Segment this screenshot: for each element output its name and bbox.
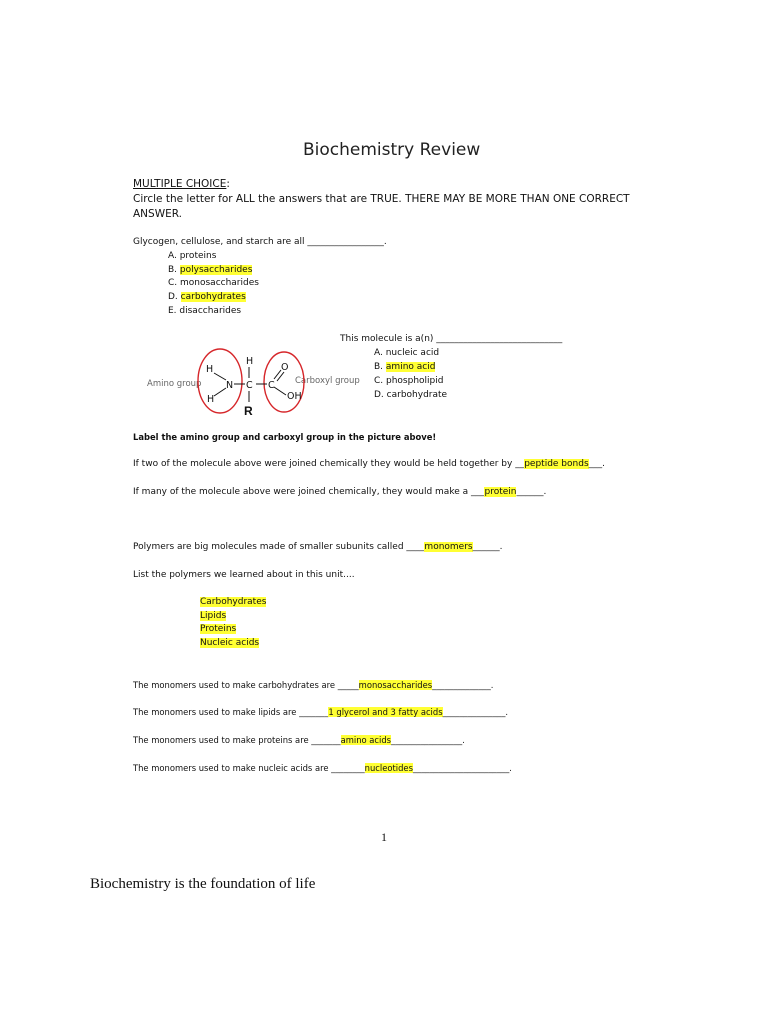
mono-1-answer: monosaccharides (358, 680, 433, 690)
atom-r: R (244, 404, 253, 418)
amino-acid-diagram (140, 346, 380, 426)
question-5 (133, 542, 502, 552)
mono-4-tail: _______________________. (412, 763, 512, 773)
mono-1-text: The monomers used to make carbohydrates are _____ (133, 680, 359, 690)
page-title: Biochemistry Review (303, 140, 481, 160)
option-d-answer: carbohydrates (180, 292, 246, 302)
option-b-letter: B. (168, 265, 180, 275)
question-2-stem: This molecule is a(n) ____________________________ (340, 334, 563, 344)
page-number: 1 (381, 830, 387, 844)
question-2-option-d: D. carbohydrate (374, 390, 448, 400)
mono-2-answer: 1 glycerol and 3 fatty acids (328, 707, 443, 717)
atom-h-left-top: H (206, 364, 214, 375)
carboxyl-group-label: Carboxyl group (295, 376, 360, 386)
q5-text: Polymers are big molecules made of smaller subunits called ____ (133, 542, 425, 552)
atom-n: N (226, 380, 234, 391)
monomer-question-proteins (133, 735, 465, 745)
option-d-letter: D. (168, 292, 181, 302)
mono-2-tail: _______________. (442, 707, 509, 717)
question-2-option-a: A. nucleic acid (374, 348, 440, 358)
atom-oh: OH (287, 391, 302, 402)
question-3 (133, 459, 605, 469)
polymer-list-item (200, 638, 259, 648)
mono-2-text: The monomers used to make lipids are _______ (133, 707, 329, 717)
mc-heading (133, 178, 230, 190)
amino-group-label: Amino group (147, 379, 202, 389)
q2-option-b-answer: amino acid (385, 362, 436, 372)
monomer-question-nucleic-acids (133, 763, 512, 773)
document-caption: Biochemistry is the foundation of life (90, 876, 316, 892)
polymer-list-item (200, 624, 236, 634)
q3-answer: peptide bonds (524, 459, 589, 469)
q5-answer: monomers (424, 542, 473, 552)
label-instruction: Label the amino group and carboxyl group in the picture above! (133, 432, 437, 442)
mono-3-tail: _________________. (391, 735, 465, 745)
mono-4-answer: nucleotides (364, 763, 413, 773)
q2-option-b-letter: B. (374, 362, 386, 372)
q4-tail: ______. (516, 487, 547, 497)
question-2-option-c: C. phospholipid (374, 376, 444, 386)
polymer-carbohydrates: Carbohydrates (200, 597, 267, 607)
polymer-list-item (200, 597, 266, 607)
atom-c-center: C (246, 380, 253, 391)
question-1-option-c: C. monosaccharides (168, 278, 259, 288)
mc-heading-text: MULTIPLE CHOICE (133, 178, 227, 190)
q4-answer: protein (484, 487, 517, 497)
polymer-list-item (200, 611, 226, 621)
q3-text: If two of the molecule above were joined chemically they would be held together by __ (133, 459, 525, 469)
atom-o: O (281, 362, 289, 373)
mono-1-tail: ______________. (432, 680, 494, 690)
polymer-lipids: Lipids (200, 611, 227, 621)
polymer-nucleic-acids: Nucleic acids (200, 638, 260, 648)
question-1-option-b (168, 265, 252, 275)
mono-3-text: The monomers used to make proteins are _______ (133, 735, 341, 745)
question-1-option-e: E. disaccharides (168, 306, 242, 316)
question-6-stem: List the polymers we learned about in this unit.... (133, 570, 355, 580)
q3-tail: ___. (588, 459, 606, 469)
question-2-option-b (374, 362, 435, 372)
mc-instructions-line-1: Circle the letter for ALL the answers that are TRUE. THERE MAY BE MORE THAN ONE CORRECT (133, 193, 630, 205)
option-b-answer: polysaccharides (179, 265, 253, 275)
mc-heading-colon: : (226, 178, 230, 190)
q5-tail: ______. (472, 542, 503, 552)
atom-h-left-bottom: H (207, 394, 215, 405)
monomer-question-lipids (133, 707, 508, 717)
mono-4-text: The monomers used to make nucleic acids are ________ (133, 763, 365, 773)
mono-3-answer: amino acids (340, 735, 392, 745)
polymer-proteins: Proteins (200, 624, 237, 634)
question-1-option-a: A. proteins (168, 251, 217, 261)
atom-c-carboxyl: C (268, 380, 275, 391)
question-1-stem: Glycogen, cellulose, and starch are all _________________. (133, 237, 387, 247)
question-4 (133, 487, 546, 497)
atom-h-top: H (246, 356, 254, 367)
monomer-question-carbohydrates (133, 680, 493, 690)
question-1-option-d (168, 292, 246, 302)
q4-text: If many of the molecule above were joined chemically, they would make a ___ (133, 487, 485, 497)
amino-group-circle (198, 349, 242, 413)
mc-instructions-line-2: ANSWER. (133, 208, 182, 220)
